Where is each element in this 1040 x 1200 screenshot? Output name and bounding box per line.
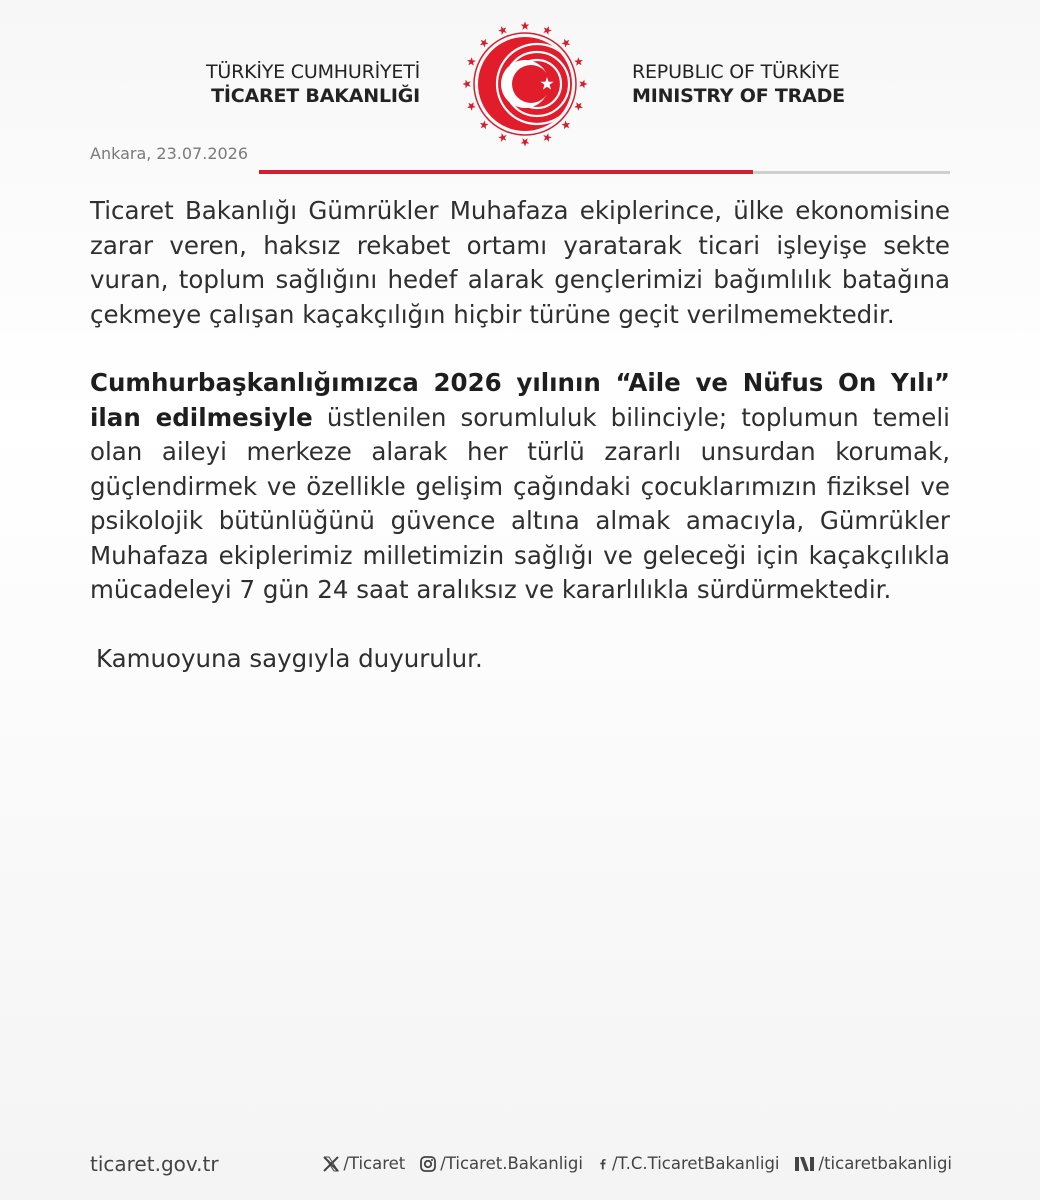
seal-star [579, 80, 587, 89]
facebook-icon [597, 1155, 609, 1173]
seal-star [574, 57, 583, 66]
social-facebook[interactable] [597, 1154, 780, 1173]
seal-star [467, 57, 476, 66]
paragraph-2-text: üstlenilen sorumluluk bilinciyle; toplumun temeli olan aileyi merkeze alarak her türlü zararlı unsurdan korumak, güçlendirmek ve özellikle gelişim çağındaki çocuklarımızın fiziksel ve psikolojik bütünlüğünü güvence altına almak amacıyla, Gümrükler Muhafaza ekiplerimiz milletimizin sağlığı ve geleceği için kaçakçılıkla mücadeleyi 7 gün 24 saat aralıksız ve kararlılıkla sürdürmektedir. [90, 402, 950, 604]
seal-star [480, 120, 489, 129]
ministry-name-english [632, 60, 845, 108]
seal-star [467, 102, 476, 111]
seal-star [462, 80, 470, 89]
seal-star [498, 133, 507, 142]
seal-star [543, 133, 552, 142]
social-x-label: /Ticaret [343, 1154, 406, 1173]
social-facebook-label: /T.C.TicaretBakanligi [611, 1154, 780, 1173]
ministry-name-tr: TİCARET BAKANLIĞI [211, 85, 420, 107]
seal-star [521, 21, 530, 29]
closing-line: Kamuoyuna saygıyla duyurulur. [96, 643, 483, 673]
press-release-body [90, 194, 950, 676]
social-x[interactable] [322, 1154, 405, 1173]
republic-name-en: REPUBLIC OF TÜRKİYE [632, 61, 840, 83]
ministry-name-turkish [206, 60, 420, 108]
seal-star [561, 120, 570, 129]
seal-star [521, 138, 530, 146]
website-link[interactable]: ticaret.gov.tr [90, 1152, 219, 1176]
seal-star [543, 26, 552, 35]
social-links [322, 1154, 952, 1173]
paragraph-2 [90, 366, 950, 608]
ministry-name-en: MINISTRY OF TRADE [632, 85, 845, 107]
republic-name-tr: TÜRKİYE CUMHURİYETİ [205, 61, 420, 83]
paragraph-1: Ticaret Bakanlığı Gümrükler Muhafaza ekiplerince, ülke ekonomisine zarar veren, haksız rekabet ortamı yaratarak ticari işleyişe sekte vuran, toplum sağlığını hedef alarak gençlerimizi bağımlılık batağına çekmeye çalışan kaçakçılığın hiçbir türüne geçit verilmemektedir. [90, 196, 950, 329]
social-instagram[interactable] [419, 1154, 583, 1173]
social-nsosyal-label: /ticaretbakanligi [818, 1154, 952, 1173]
instagram-icon [419, 1155, 437, 1173]
header-divider-accent [259, 170, 753, 174]
document-date: Ankara, 23.07.2026 [90, 144, 249, 163]
footer [90, 1150, 952, 1180]
social-nsosyal[interactable] [794, 1154, 952, 1173]
seal-star [480, 39, 489, 48]
seal-star [574, 102, 583, 111]
seal-star [498, 26, 507, 35]
letterhead [0, 0, 1040, 150]
x-icon [322, 1155, 340, 1173]
ministry-seal-logo [459, 18, 591, 150]
social-instagram-label: /Ticaret.Bakanligi [440, 1154, 583, 1173]
seal-star [561, 39, 570, 48]
paragraph-2-emphasis: Cumhurbaşkanlığımızca 2026 yılının “Aile ve Nüfus On Yılı” ilan edilmesiyle [90, 368, 950, 432]
nsosyal-icon [794, 1155, 816, 1173]
